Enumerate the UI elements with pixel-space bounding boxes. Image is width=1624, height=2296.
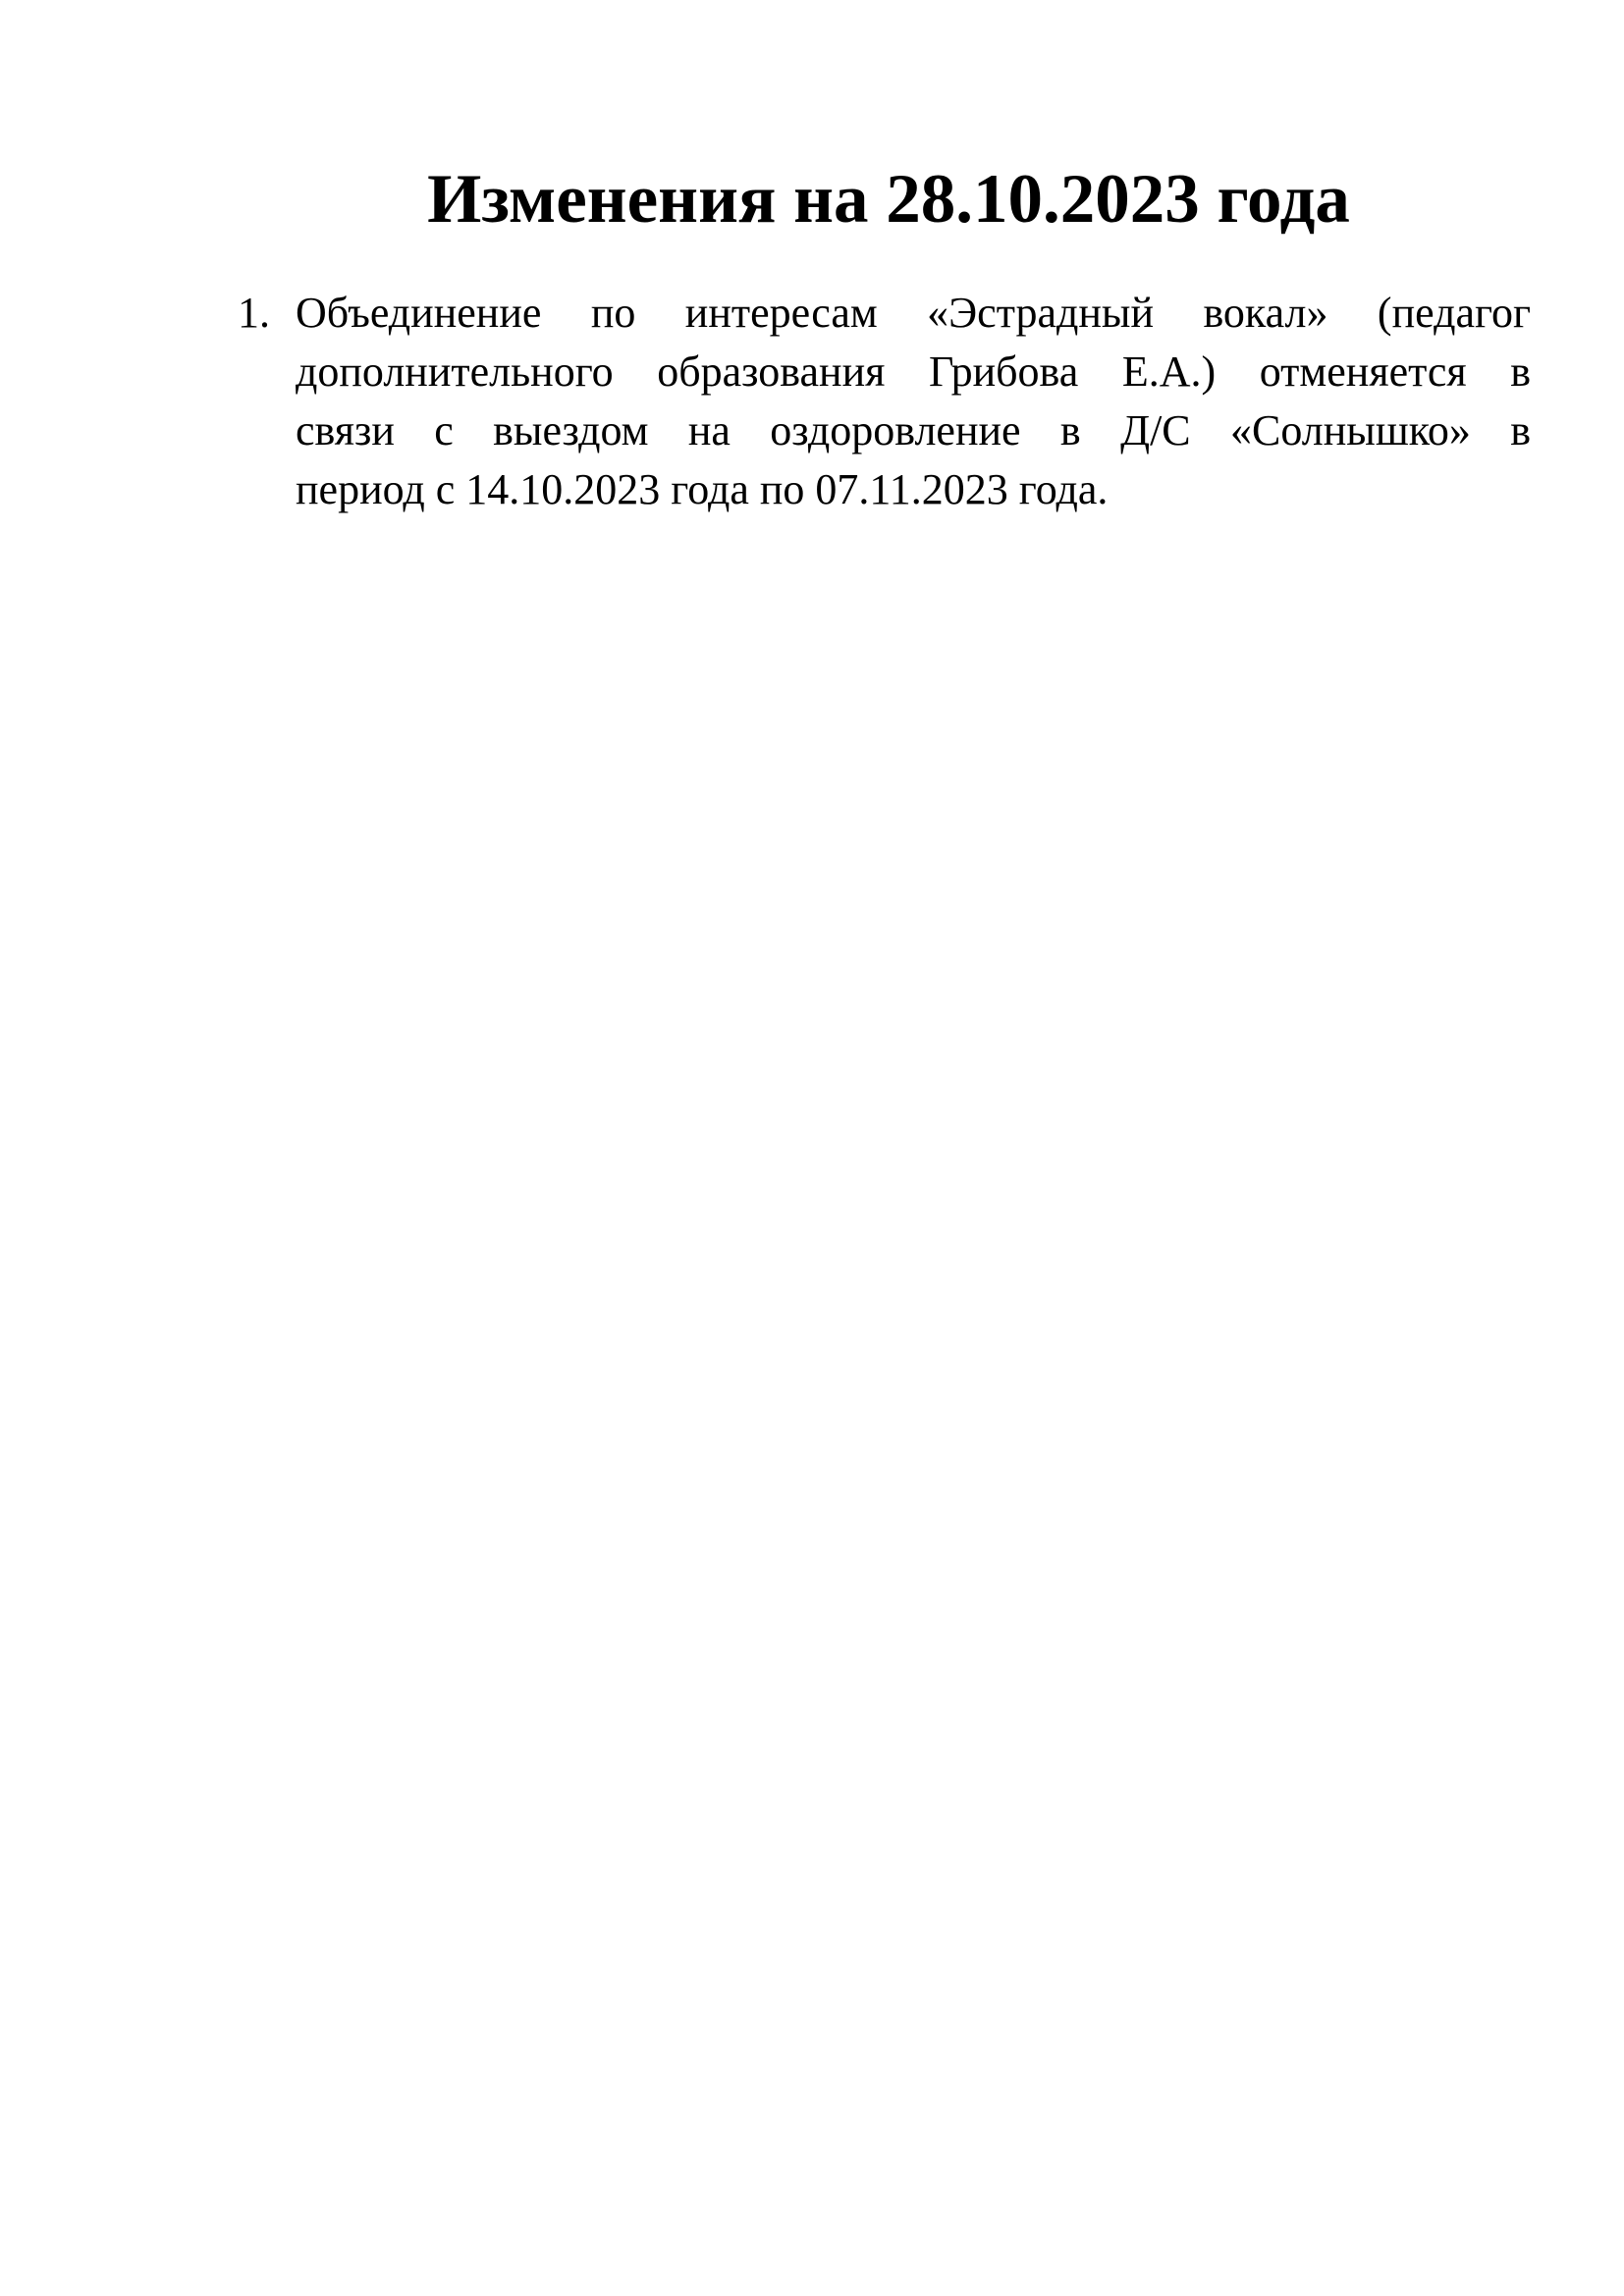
list-item-line: дополнительного образования Грибова Е.А.) отменяется в bbox=[296, 347, 1531, 396]
list-item-line: Объединение по интересам «Эстрадный вокал» (педагог bbox=[296, 289, 1531, 337]
list-item-line: период с 14.10.2023 года по 07.11.2023 года. bbox=[296, 465, 1109, 513]
list-item-number: 1. bbox=[238, 289, 270, 337]
list-item-line: связи с выездом на оздоровление в Д/С «Солнышко» в bbox=[296, 406, 1531, 454]
list-item-text bbox=[296, 284, 1531, 519]
page-title: Изменения на 28.10.2023 года bbox=[427, 161, 1350, 238]
